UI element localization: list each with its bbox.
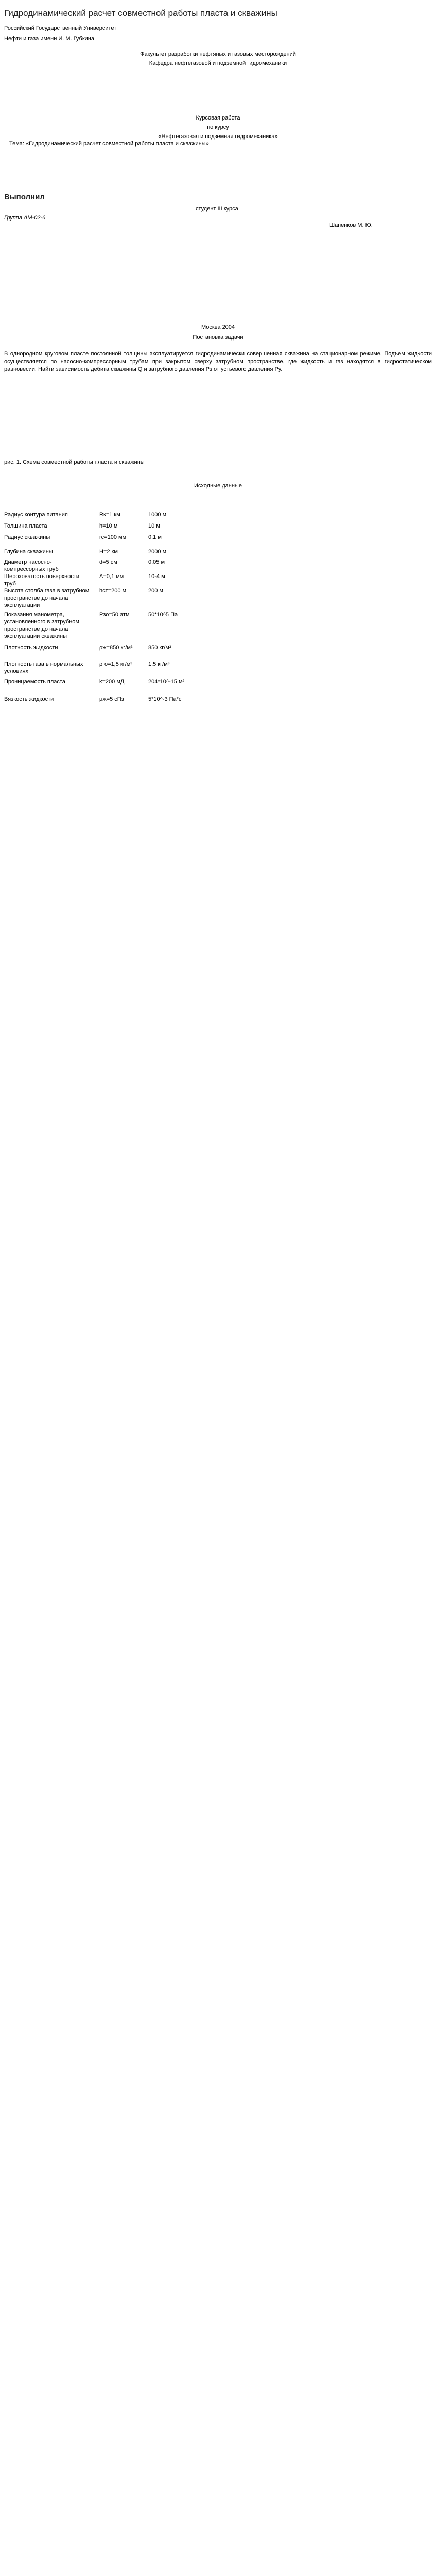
department-line: Кафедра нефтегазовой и подземной гидромеханики <box>149 60 287 66</box>
course-name: «Нефтегазовая и подземная гидромеханика» <box>158 133 278 140</box>
course-prefix: по курсу <box>207 124 229 130</box>
city-year: Москва 2004 <box>201 324 235 330</box>
student-name: Шапенков М. Ю. <box>329 222 373 228</box>
task-paragraph: В однородном круговом пласте постоянной толщины эксплуатируется гидродинамически совершенная скважина на стационарном режиме. Подъем жидкости осуществляется по насосно-компрессорным трубам при закрытом сверху затрубном пространстве, где жидкость и газ находятся в гидростатическом равновесии. Найти зависимость дебита скважины Q и затрубного давления Pз от устьевого давления Pу. <box>4 351 432 372</box>
work-type: Курсовая работа <box>196 115 240 121</box>
figure-caption: рис. 1. Схема совместной работы пласта и скважины <box>4 459 145 465</box>
student-line: студент III курса <box>196 206 238 212</box>
task-heading: Постановка задачи <box>193 334 243 341</box>
group-line: Группа АМ-02-6 <box>4 215 46 221</box>
performed-heading: Выполнил <box>4 193 45 201</box>
input-data-heading: Исходные данные <box>194 483 242 489</box>
document: Гидродинамический расчет совместной работы пласта и скважины Российский Государственный Университет Нефти и газа имени И. М. Губкина Факультет разработки нефтяных и газовых месторождений Кафедра нефтегазовой и подземной гидромеханики Курсовая работа по курсу «Нефтегазовая и подземная гидромеханика» Тема: «Гидродинамический расчет совместной работы пласта и скважины» Выполнил студент III курса Группа АМ-02-6 Шапенков М. Ю. Москва 2004 Постановка задачи В однородном круговом пласте постоянной толщины эксплуатируется гидродинамически совершенная скважина на стационарном режиме. Подъем жидкости осуществляется по насосно-компрессорным трубам при закрытом сверху затрубном пространстве, где жидкость и газ находятся в гидростатическом равновесии. Найти зависимость дебита скважины Q и затрубного давления Pз от устьевого давления Pу. рис. 1. Схема совместной работы пласта и скважины Исходные данные Радиус контура питания Rк=1 км 1000 м Толщина пласта h=10 м 10 м Радиус скважины rc=100 мм 0,1 м Глубина скважины H=2 км 2000 м Диаметр насосно-компрессорных труб d=5 см 0,05 м Шероховатость поверхности труб Δ=0,1 мм 10-4 м Высота столба газа в затрубном пространстве до начала эксплуатации hст=200 м 200 м Показания манометра, установленного в затрубном пространстве до начала эксплуатации скважины Pзо=50 атм 50*10^5 Па Плотность жидкости ρж=850 кг/м³ 850 кг/м³ Плотность газа в нормальных условиях ρго=1,5 кг/м³ 1,5 кг/м³ Проницаемость пласта k=200 мД 204*10^-15 м² Вязкость жидкости μж=5 сПз 5*10^-3 Па*с <box>0 0 436 2576</box>
university-line: Российский Государственный Университет <box>4 25 117 31</box>
university-line-2: Нефти и газа имени И. М. Губкина <box>4 36 94 42</box>
topic-line: Тема: «Гидродинамический расчет совместной работы пласта и скважины» <box>9 141 209 147</box>
faculty-line: Факультет разработки нефтяных и газовых месторождений <box>140 51 296 57</box>
page-title: Гидродинамический расчет совместной работы пласта и скважины <box>4 8 277 19</box>
